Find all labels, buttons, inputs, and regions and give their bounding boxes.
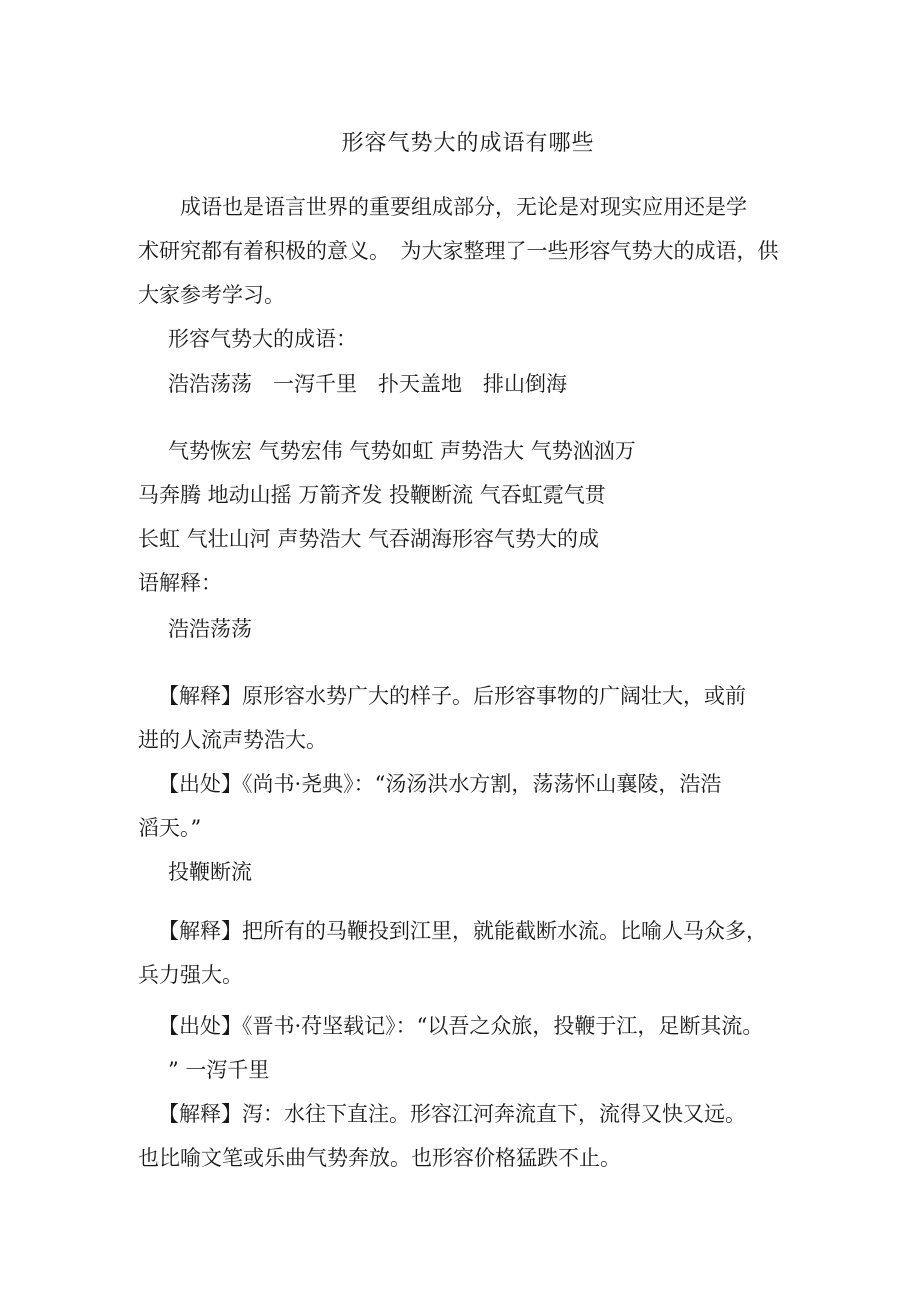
text-line: 【出处】《尚书·尧典》：“汤汤洪水方割，荡荡怀山襄陵，浩浩 (158, 772, 722, 796)
text-line: 滔天。” (138, 816, 202, 840)
paragraph-list (138, 185, 798, 1180)
text-line: 大家参考学习。 (138, 283, 285, 307)
text-line: 成语也是语言世界的重要组成部分，无论是对现实应用还是学 (180, 195, 747, 219)
paragraph (138, 362, 798, 406)
text-line: 浩浩荡荡 (168, 617, 252, 641)
text-line: 兵力强大。 (138, 963, 243, 987)
paragraph (138, 909, 798, 997)
text-line: 形容气势大的成语： (168, 327, 357, 351)
page-title: 形容气势大的成语有哪些 (341, 131, 595, 156)
paragraph (138, 1004, 798, 1048)
paragraph (138, 317, 798, 361)
text-line: 长虹 气壮山河 声势浩大 气吞湖海形容气势大的成 (138, 527, 600, 551)
text-line: 投鞭断流 (168, 860, 252, 884)
text-line: 【解释】原形容水势广大的样子。后形容事物的广阔壮大，或前 (158, 684, 746, 708)
paragraph (138, 429, 798, 605)
text-line: 马奔腾 地动山摇 万箭齐发 投鞭断流 气吞虹霓气贯 (138, 483, 606, 507)
paragraph (138, 762, 798, 850)
text-line: 【出处】《晋书·苻坚载记》：“以吾之众旅，投鞭于江，足断其流。 (158, 1014, 764, 1038)
paragraph (138, 674, 798, 762)
paragraph (138, 1048, 798, 1092)
text-line: 也比喻文笔或乐曲气势奔放。也形容价格猛跌不止。 (138, 1146, 621, 1170)
text-line: 【解释】把所有的马鞭投到江里，就能截断水流。比喻人马众多， (158, 919, 767, 943)
paragraph (138, 185, 798, 317)
text-line: ” 一泻千里 (168, 1058, 270, 1082)
text-line: 语解释： (138, 571, 222, 595)
text-line: 【解释】泻：水往下直注。形容江河奔流直下，流得又快又远。 (158, 1102, 746, 1126)
text-line: 进的人流声势浩大。 (138, 728, 327, 752)
text-line: 气势恢宏 气势宏伟 气势如虹 声势浩大 气势汹汹万 (168, 439, 636, 463)
text-line: 浩浩荡荡 一泻千里 扑天盖地 排山倒海 (168, 372, 567, 396)
document-content (138, 122, 798, 1180)
paragraph (138, 607, 798, 651)
paragraph (138, 1092, 798, 1180)
paragraph (138, 850, 798, 894)
text-line: 术研究都有着积极的意义。 为大家整理了一些形容气势大的成语，供 (138, 239, 779, 263)
